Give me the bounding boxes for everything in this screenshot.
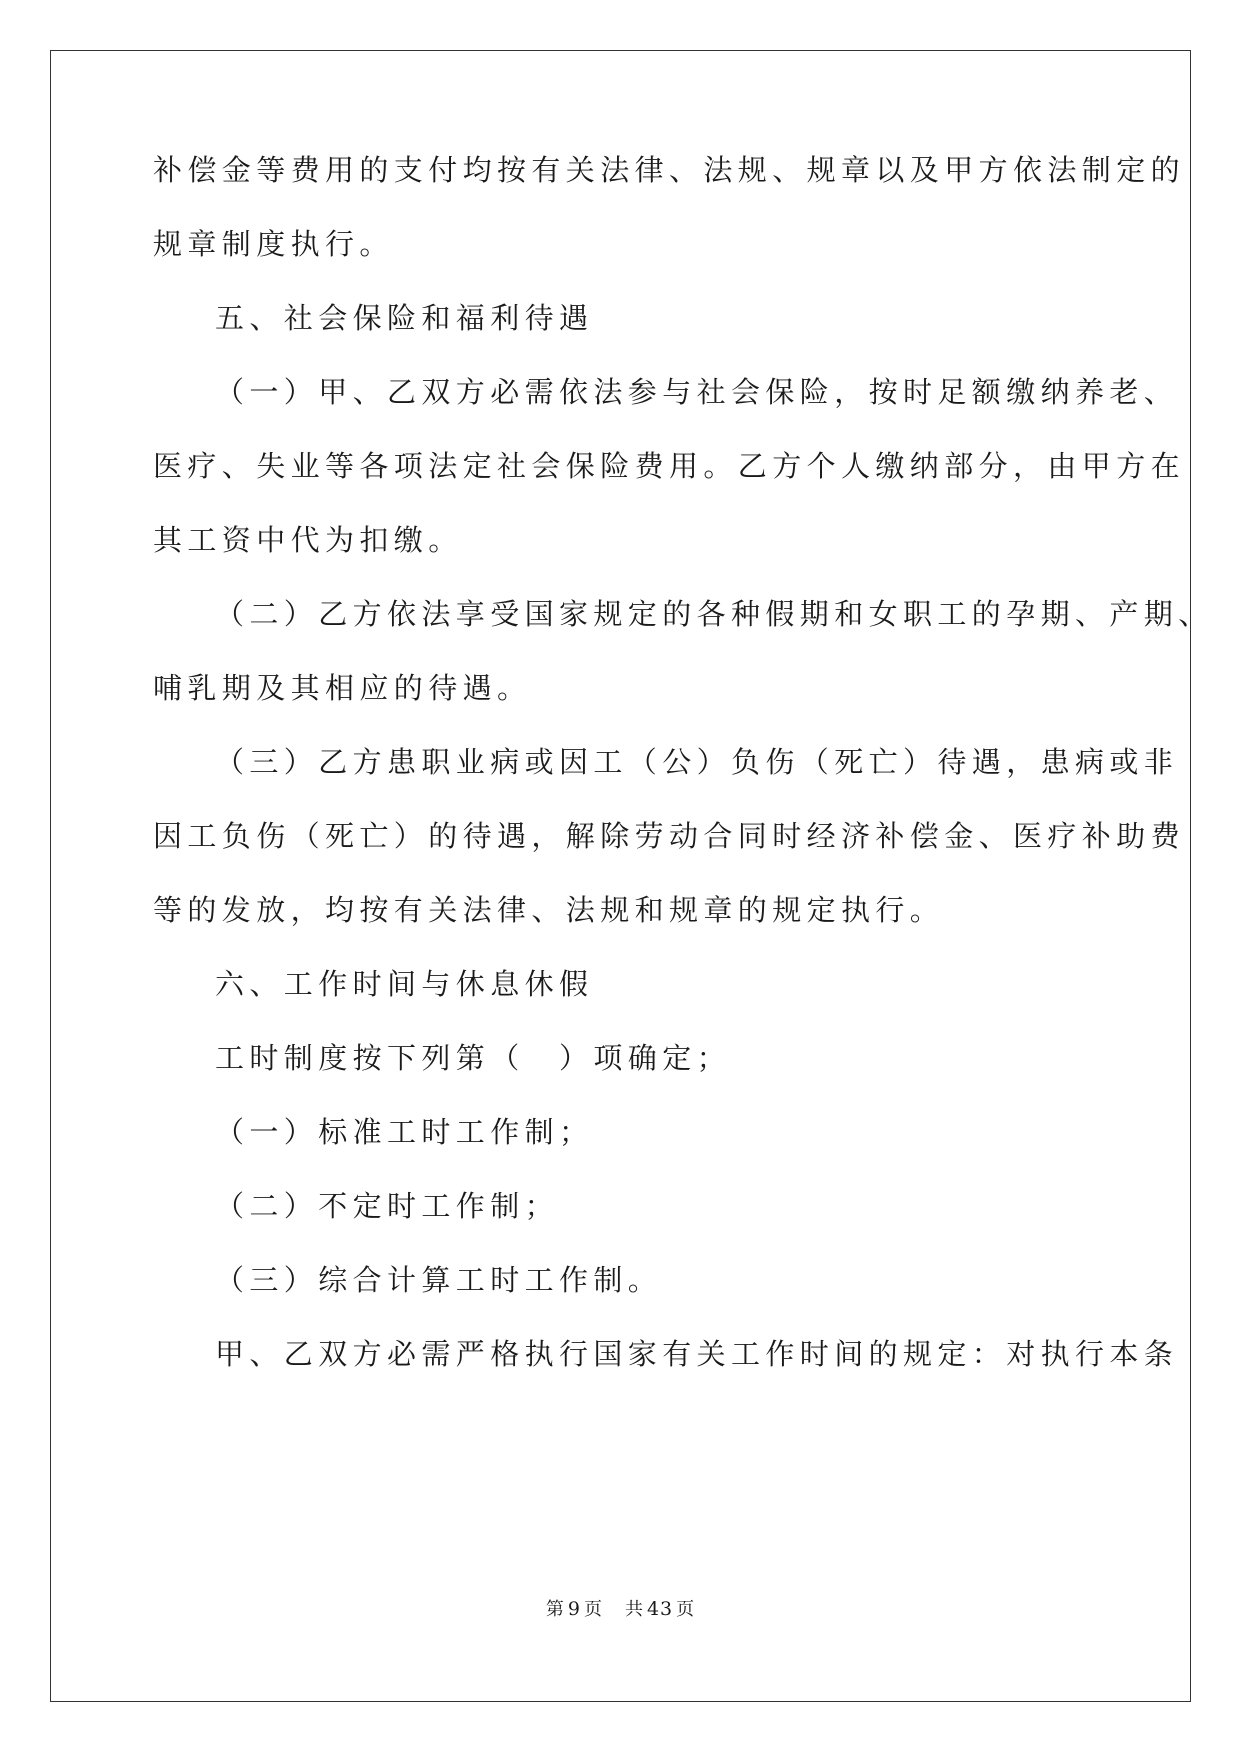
text-line-1: 补偿金等费用的支付均按有关法律、法规、规章以及甲方依法制定的 [153,153,1186,187]
text-line-10: 因工负伤（死亡）的待遇，解除劳动合同时经济补偿金、医疗补助费 [153,819,1186,853]
page-number: 9 [567,1598,581,1620]
text-line-14: （一）标准工时工作制； [215,1115,594,1149]
text-line-7: （二）乙方依法享受国家规定的各种假期和女职工的孕期、产期、 [215,597,1213,631]
text-line-13: 工时制度按下列第（ ）项确定； [215,1041,732,1075]
text-line-16: （三）综合计算工时工作制。 [215,1263,663,1297]
text-line-5: 医疗、失业等各项法定社会保险费用。乙方个人缴纳部分，由甲方在 [153,449,1186,483]
total-pages: 43 [646,1598,674,1620]
section-heading-6: 六、工作时间与休息休假 [215,967,594,1001]
total-prefix: 共 [624,1599,644,1620]
page-suffix: 页 [583,1599,603,1620]
text-line-11: 等的发放，均按有关法律、法规和规章的规定执行。 [153,893,945,927]
text-line-17: 甲、乙双方必需严格执行国家有关工作时间的规定：对执行本条 [215,1337,1179,1371]
section-heading-5: 五、社会保险和福利待遇 [215,301,594,335]
text-line-6: 其工资中代为扣缴。 [153,523,463,557]
text-line-2: 规章制度执行。 [153,227,394,261]
text-line-8: 哺乳期及其相应的待遇。 [153,671,532,705]
text-line-15: （二）不定时工作制； [215,1189,560,1223]
total-suffix: 页 [676,1599,696,1620]
text-line-9: （三）乙方患职业病或因工（公）负伤（死亡）待遇，患病或非 [215,745,1179,779]
page-prefix: 第 [545,1599,565,1620]
page-footer [0,1597,1241,1622]
text-line-4: （一）甲、乙双方必需依法参与社会保险，按时足额缴纳养老、 [215,375,1179,409]
